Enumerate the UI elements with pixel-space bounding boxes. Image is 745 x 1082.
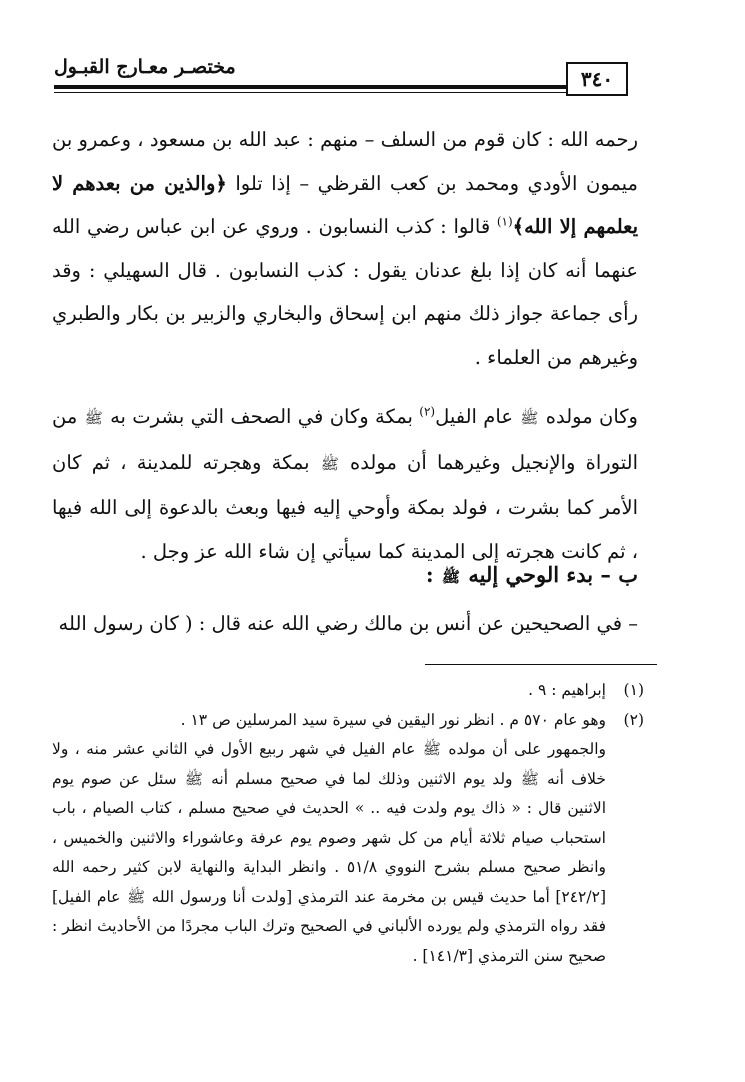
paragraph-1-text-b: قالوا : كذب النسابون . وروي عن ابن عباس رضي الله عنهما أنه كان إذا بلغ عدنان يقول : كذب النسابون . قال السهيلي : وقد رأى جماعة جواز ذلك منهم ابن إسحاق والبخاري والزبير بن بكار والطبري وغيرهم من العلماء . [52,215,638,369]
footnote-1-number: (١) [623,681,644,699]
header-rule-thin [54,92,628,93]
salla-glyph: ﷺ [441,568,461,586]
paragraph-2-text-a: وكان مولده [539,405,638,428]
salla-glyph: ﷺ [84,409,103,427]
footnote-2-c1: والجمهور على أن مولده [441,740,606,758]
salla-glyph: ﷺ [126,887,146,906]
salla-glyph: ﷺ [520,769,539,788]
footnote-ref-1: (١) [496,214,513,229]
book-title: مختصـر معـارج القبـول [54,56,236,78]
paragraph-2-text-b: عام الفيل [435,405,520,428]
section-heading-colon: : [425,562,441,587]
page-number: ٣٤٠ [566,62,628,96]
footnote-2-c2: عام الفيل في شهر ربيع الأول في الثاني عشر منه ، ولا خلاف أنه [52,740,607,788]
paragraph-2-text-c: بمكة وكان في الصحف التي بشرت به [103,405,420,428]
paragraph-2-text-d: من التوراة والإنجيل وغيرهما أن مولده [52,405,638,474]
footnote-2-c3: ولد يوم الاثنين وذلك لما في صحيح مسلم أنه [203,769,520,788]
footnote-ref-2: (٢) [419,404,436,419]
section-heading-text: ب – بدء الوحي إليه [461,562,638,587]
paragraph-1-text-a: رحمه الله : كان قوم من السلف – منهم : عبد الله بن مسعود ، وعمرو بن ميمون الأودي ومحمد بن كعب القرظي – إذا تلوا [52,128,638,195]
salla-glyph: ﷺ [520,409,539,427]
header-rule-thick [54,85,628,89]
footnote-separator [425,664,657,665]
paragraph-2-text-e: بمكة وهجرته للمدينة ، ثم كان الأمر كما بشرت ، فولد بمكة وأوحي إليه فيها وبعث بالدعوة إلى الله فيها ، ثم كانت هجرته إلى المدينة كما سيأتي إن شاء الله عز وجل . [52,450,638,563]
section-first-line: – في الصحيحين عن أنس بن مالك رضي الله عنه قال : ( كان رسول الله [58,612,638,635]
footnote-2 [52,706,644,736]
footnote-2-number: (٢) [623,710,644,729]
quran-quote: ﴿والذين من بعدهم لا يعلمهم إلا الله﴾ [52,171,639,238]
salla-glyph: ﷺ [320,454,339,473]
salla-glyph: ﷺ [422,740,441,758]
footnotes [52,676,644,971]
main-text [52,118,638,573]
paragraph-1 [52,118,638,379]
footnote-1 [52,676,644,706]
footnote-2-c4: سئل عن صوم يوم الاثنين قال : « ذاك يوم ولدت فيه .. » الحديث في صحيح مسلم ، كتاب الصيام ، باب استحباب صيام ثلاثة أيام من كل شهر وصوم يوم عرفة وعاشوراء والاثنين والخميس ، وانظر صحيح مسلم بشرح النووي ٥١/٨ . وانظر البداية والنهاية لابن كثير رحمه الله [٢٤٢/٢] أما حديث قيس بن مخرمة عند الترمذي [ولدت أنا ورسول الله [52,769,606,906]
footnote-2-continuation [52,735,644,971]
paragraph-2 [52,395,638,573]
footnote-2-text: وهو عام ٥٧٠ م . انظر نور اليقين في سيرة سيد المرسلين ص ١٣ . [180,710,606,729]
footnote-1-text: إبراهيم : ٩ . [528,681,606,699]
section-heading [52,555,638,597]
salla-glyph: ﷺ [184,769,203,788]
page-header [54,52,628,100]
footnote-2-c5: عام الفيل] فقد رواه الترمذي ولم يورده الألباني في الصحيح وترك الباب مجردًا من الأحاديث انظر : صحيح سنن الترمذي [١٤١/٣] . [52,887,606,965]
